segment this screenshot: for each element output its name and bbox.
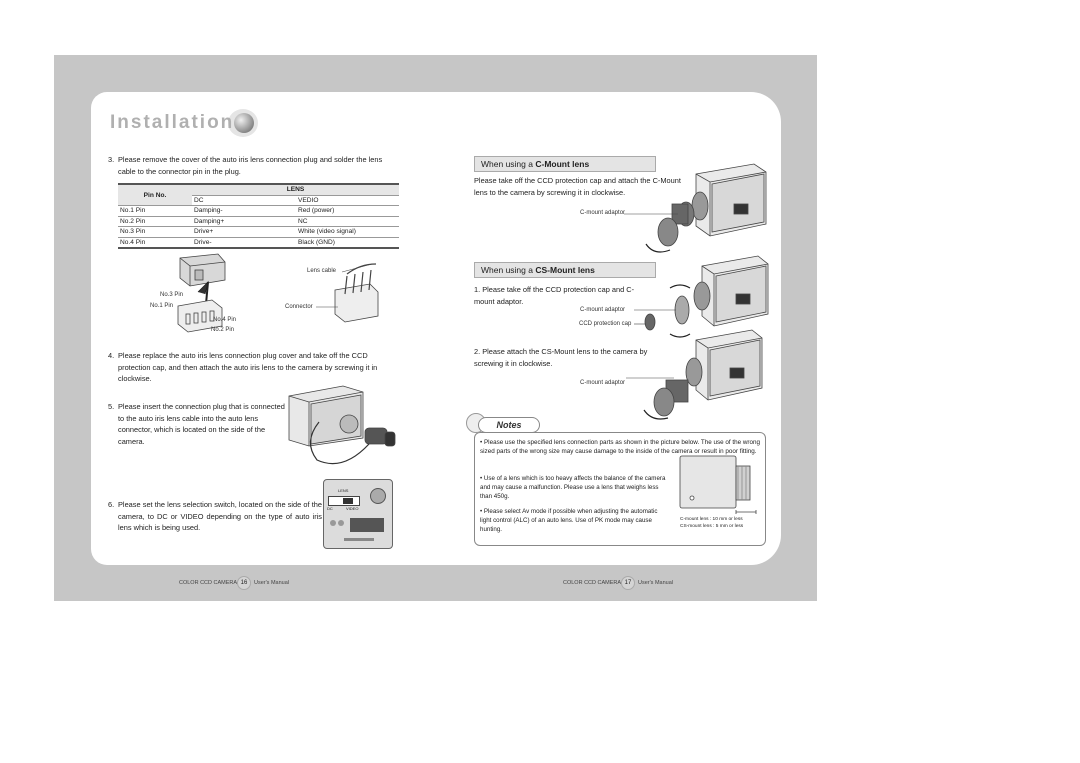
bullet-icon: • [480, 439, 483, 446]
camera-csmount-lens-illustration [630, 330, 770, 420]
footer-manual: User's Manual [254, 580, 289, 586]
pin-cell: No.4 Pin [118, 237, 192, 248]
table-row [118, 227, 399, 238]
step-number: 3. [108, 155, 115, 164]
dc-cell: Damping+ [192, 216, 296, 227]
label-no3-pin: No.3 Pin [160, 292, 184, 298]
pin-cell: No.2 Pin [118, 216, 192, 227]
video-cell: NC [296, 216, 399, 227]
switch-label-video: VIDEO [346, 506, 359, 511]
notes-bullet-3 [480, 507, 668, 534]
label-no2-pin: No.2 Pin [211, 327, 235, 333]
step-number: 6. [108, 500, 115, 509]
step-number: 5. [108, 402, 115, 411]
camera-cmount-illustration [626, 160, 776, 250]
label-no4-pin: No.4 Pin [213, 317, 237, 323]
step-4 [108, 350, 400, 385]
camera-cable-illustration [283, 382, 403, 472]
note-text: Please use the specified lens connection parts as shown in the picture below. The use of the wrong sized parts of the wrong size may cause damage to the inside of the camera or result in poor fitting. [480, 439, 761, 455]
label-lens-cable: Lens cable [307, 268, 337, 274]
note-text: Please select Av mode if possible when adjusting the automatic light control (ALC) of an auto lens. Use of PK mode may cause hunting. [480, 508, 658, 533]
table-subheader-dc: DC [192, 195, 296, 206]
lens-selection-switch[interactable] [328, 496, 360, 506]
footer-manual: User's Manual [638, 580, 673, 586]
step-text: Please set the lens selection switch, located on the side of the camera, to DC or VIDEO depending on the type of auto iris lens which is being used. [118, 500, 322, 532]
csmount-heading [474, 262, 656, 278]
bullet-icon: • [480, 475, 483, 482]
table-row [118, 216, 399, 227]
note-text: Use of a lens which is too heavy affects the balance of the camera and may cause a malfunction. Please use a lens that weighs less than 450g. [480, 475, 666, 500]
step-text: Please insert the connection plug that is connected to the auto iris lens cable into the auto lens connector, which is located on the side of the camera. [118, 402, 285, 446]
csmount-step1: 1. Please take off the CCD protection cap and C-mount adaptor. [474, 285, 635, 306]
dc-cell: Damping- [192, 206, 296, 217]
page-number: 16 [237, 576, 251, 590]
dc-cell: Drive+ [192, 227, 296, 238]
heading-prefix: When using a [481, 159, 536, 169]
switch-label-lens: LENS [338, 488, 349, 493]
title-sphere-icon [234, 113, 254, 133]
knob-icon [330, 520, 336, 526]
heading-bold: CS-Mount lens [535, 265, 595, 275]
connector-port-icon [370, 488, 386, 504]
pin-cell: No.3 Pin [118, 227, 192, 238]
label-ccd-cap: CCD protection cap [579, 321, 632, 327]
leader-lines [320, 262, 380, 312]
camera-back-panel [323, 479, 393, 549]
video-cell: White (video signal) [296, 227, 399, 238]
pin-cell: No.1 Pin [118, 206, 192, 217]
cmount-dimension-label: C-mount lens : 10 mm or less [680, 517, 743, 522]
lens-dimension-illustration [676, 452, 756, 522]
table-row [118, 206, 399, 217]
csmount-dimension-label: CS-mount lens : 5 mm or less [680, 524, 744, 529]
label-no1-pin: No.1 Pin [150, 303, 174, 309]
csmount-step2: 2. Please attach the CS-Mount lens to the camera by screwing it in clockwise. [474, 347, 648, 368]
bullet-icon: • [480, 508, 483, 515]
footer-product: COLOR CCD CAMERA [563, 580, 622, 586]
table-header-lens: LENS [192, 184, 399, 195]
switch-knob[interactable] [343, 498, 353, 504]
cmount-text: Please take off the CCD protection cap and attach the C-Mount lens to the camera by screwing it in clockwise. [474, 176, 681, 197]
step-6 [108, 499, 322, 534]
table-subheader-vedio: VEDIO [296, 195, 399, 206]
step-text: Please remove the cover of the auto iris lens connection plug and solder the lens cable to the connector pin in the plug. [118, 155, 383, 176]
video-cell: Red (power) [296, 206, 399, 217]
page-number: 17 [621, 576, 635, 590]
notes-bullet-2 [480, 474, 668, 501]
step-3 [108, 154, 400, 177]
dc-cell: Drive- [192, 237, 296, 248]
pin-table [118, 183, 399, 249]
notes-tab: Notes [478, 417, 540, 433]
step-text: Please replace the auto iris lens connection plug cover and take off the CCD protection cap, and then attach the auto iris lens to the camera by screwing it in clockwise. [118, 351, 378, 383]
label-csmount-adaptor-2: C-mount adaptor [580, 380, 626, 386]
footer-product: COLOR CCD CAMERA [179, 580, 238, 586]
label-cmount-adaptor: C-mount adaptor [580, 210, 626, 216]
switch-label-dc: DC [327, 506, 333, 511]
video-cell: Black (GND) [296, 237, 399, 248]
label-csmount-adaptor: C-mount adaptor [580, 307, 626, 313]
heading-bold: C-Mount lens [535, 159, 590, 169]
dip-switch-block [350, 518, 384, 532]
heading-prefix: When using a [481, 265, 536, 275]
label-connector: Connector [285, 304, 313, 310]
step-number: 4. [108, 351, 115, 360]
label-strip [344, 538, 374, 541]
page-title: Installation [110, 112, 235, 133]
table-row [118, 237, 399, 248]
knob-icon [338, 520, 344, 526]
step-5 [108, 401, 286, 447]
table-header-pin: Pin No. [118, 184, 192, 206]
